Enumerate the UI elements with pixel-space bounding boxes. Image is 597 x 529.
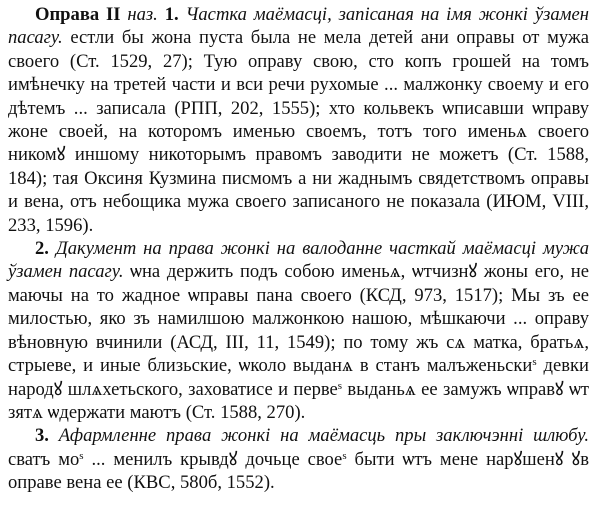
superscript-letter: s [532, 356, 537, 369]
entry-oprava-sense-1 [8, 3, 589, 237]
sense-number: 3. [35, 425, 49, 447]
sense-citations-cont: девки народꙋ шлѧхетьского, заховатисе и перве [8, 355, 589, 400]
sense-definition: Дакумент на права жонкі на валоданне часткай маёмасці мужа ўзамен пасагу. [8, 238, 589, 283]
sense-citations: сватъ мо [8, 448, 80, 470]
superscript-letter: s [342, 449, 347, 462]
sense-definition: Частка маёмасці, запісаная на імя жонкі ўзамен пасагу. [8, 4, 589, 49]
sense-number: 1. [164, 4, 179, 25]
superscript-letter: s [337, 379, 343, 392]
entry-oprava-sense-2 [8, 237, 589, 424]
sense-number: 2. [35, 238, 49, 260]
sense-citations: естли бы жона пуста была не мела детей ани оправы от мужа своего (Ст. 1529, 27); Тую оправу свою, сто копъ грошей на томъ имѣнечку на третей части и вси речи рухомые ... малжонку своему и его дѣтемъ ... записала (РПП, 202, 1555); хто кольвекъ ѡписавши ѡправу жоне своей, на которомъ именью своемъ, тотъ того именьѧ своего никомꙋ иншому никоторымъ правомъ заводити не можетъ (Ст. 1588, 184); тая Оксиня Кузмина писмомъ а ни жаднымъ свядетствомъ оправы и вена, отъ небощика мужа своего записаного не показала (ИЮМ, VIII, 233, 1596). [8, 27, 589, 236]
sense-citations-cont: выданьѧ ее замужъ ѡправꙋ ѡт зятѧ ѡдержати маютъ (Ст. 1588, 270). [8, 378, 589, 423]
headword: Оправа II [35, 4, 121, 25]
sense-citations: ѡна держить подъ собою именьѧ, ѡтчизнꙋ жоны его, не маючы на то жадное ѡправы пана своего (КСД, 973, 1517); Мы зъ ее милостью, яко зъ намилшою малжонкою нашою, мѣшкаючи ... оправу вѣновную вчинили (АСД, III, 11, 1549); по тому жъ сѧ матка, братьѧ, стрыеве, и иные близьские, ѡколо выданѧ в станъ малъженьски [8, 261, 589, 377]
sense-citations-cont: ... менилъ крывдꙋ дочьце свое [83, 448, 343, 470]
superscript-letter: s [79, 449, 84, 462]
entry-oprava-sense-3 [8, 424, 589, 494]
part-of-speech: наз. [120, 4, 165, 25]
sense-definition: Афармленне правa жонкі на маёмасць пры заключэнні шлюбу. [48, 425, 589, 447]
sense-citations-cont: быти ѡтъ мене нарꙋшенꙋ ꙋв оправе вена ее (КВС, 580б, 1552). [8, 448, 589, 494]
